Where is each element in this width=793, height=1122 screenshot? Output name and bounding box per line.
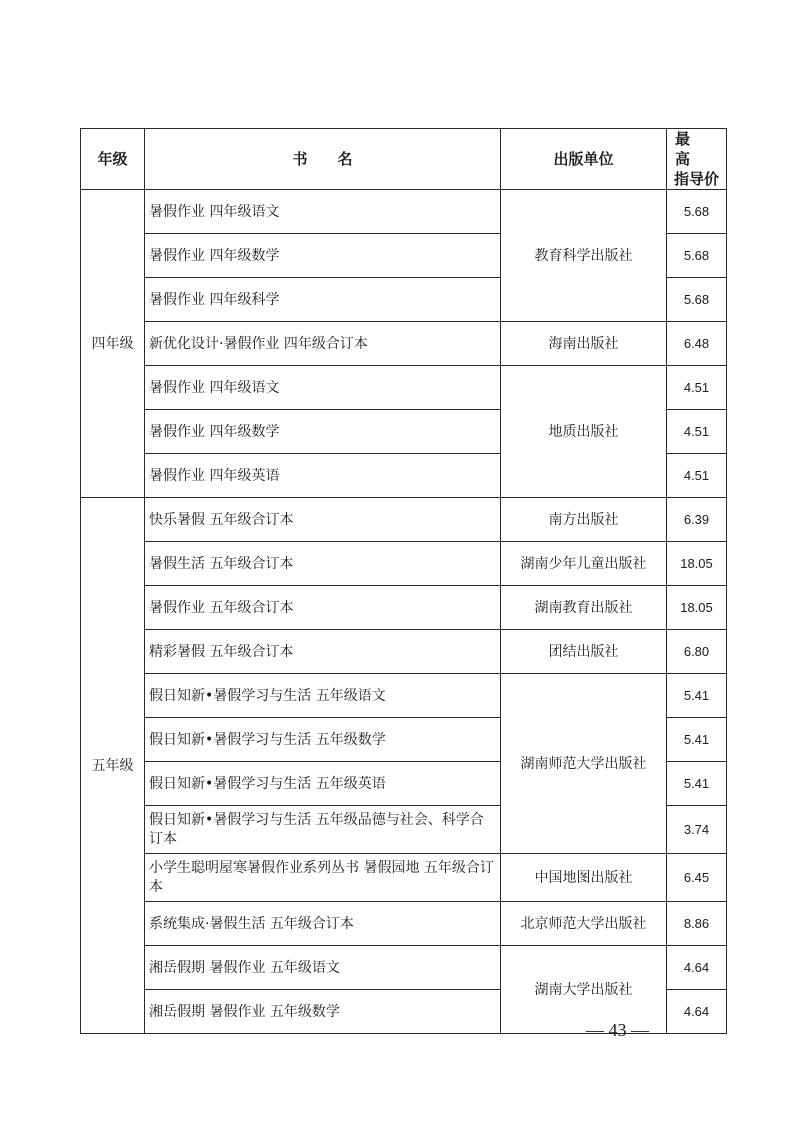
table-row <box>81 366 727 410</box>
table-row <box>81 190 727 234</box>
book-title-cell: 快乐暑假 五年级合订本 <box>145 498 501 542</box>
book-price-table <box>80 128 727 1034</box>
book-title-cell: 湘岳假期 暑假作业 五年级语文 <box>145 946 501 990</box>
table-row <box>81 854 727 902</box>
price-cell: 3.74 <box>667 806 727 854</box>
publisher-cell: 湖南教育出版社 <box>501 586 667 630</box>
page-number: — 43 — <box>586 1020 649 1040</box>
book-title-cell: 暑假作业 五年级合订本 <box>145 586 501 630</box>
table-row <box>81 902 727 946</box>
table-row <box>81 674 727 718</box>
book-title-cell: 暑假作业 四年级数学 <box>145 234 501 278</box>
book-title-cell: 湘岳假期 暑假作业 五年级数学 <box>145 990 501 1034</box>
table-row <box>81 946 727 990</box>
price-cell: 5.68 <box>667 278 727 322</box>
header-price <box>667 129 727 190</box>
price-cell: 4.51 <box>667 454 727 498</box>
book-title-cell: 精彩暑假 五年级合订本 <box>145 630 501 674</box>
book-title-cell: 假日知新•暑假学习与生活 五年级语文 <box>145 674 501 718</box>
book-title-cell: 暑假作业 四年级语文 <box>145 190 501 234</box>
header-publisher: 出版单位 <box>501 129 667 190</box>
book-title-cell: 假日知新•暑假学习与生活 五年级数学 <box>145 718 501 762</box>
price-cell: 5.68 <box>667 234 727 278</box>
publisher-cell: 海南出版社 <box>501 322 667 366</box>
book-title-cell: 暑假作业 四年级数学 <box>145 410 501 454</box>
price-cell: 5.41 <box>667 674 727 718</box>
grade-cell: 四年级 <box>81 190 145 498</box>
publisher-cell: 中国地图出版社 <box>501 854 667 902</box>
book-title-cell: 假日知新•暑假学习与生活 五年级品德与社会、科学合订本 <box>145 806 501 854</box>
publisher-cell: 北京师范大学出版社 <box>501 902 667 946</box>
price-cell: 6.45 <box>667 854 727 902</box>
header-title: 书 名 <box>145 129 501 190</box>
table-row <box>81 630 727 674</box>
price-cell: 4.51 <box>667 366 727 410</box>
publisher-cell: 地质出版社 <box>501 366 667 498</box>
book-title-cell: 假日知新•暑假学习与生活 五年级英语 <box>145 762 501 806</box>
table-row <box>81 586 727 630</box>
book-title-cell: 暑假作业 四年级英语 <box>145 454 501 498</box>
price-cell: 5.41 <box>667 718 727 762</box>
price-cell: 4.51 <box>667 410 727 454</box>
price-cell: 8.86 <box>667 902 727 946</box>
price-cell: 6.48 <box>667 322 727 366</box>
price-cell: 6.39 <box>667 498 727 542</box>
table-row <box>81 542 727 586</box>
table-header-row <box>81 129 727 190</box>
grade-cell: 五年级 <box>81 498 145 1034</box>
header-grade: 年级 <box>81 129 145 190</box>
price-cell: 4.64 <box>667 946 727 990</box>
price-cell: 18.05 <box>667 586 727 630</box>
book-title-cell: 小学生聪明屋寒暑假作业系列丛书 暑假园地 五年级合订本 <box>145 854 501 902</box>
book-title-cell: 新优化设计·暑假作业 四年级合订本 <box>145 322 501 366</box>
publisher-cell: 团结出版社 <box>501 630 667 674</box>
header-price-line1: 最 高 <box>675 130 706 168</box>
book-title-cell: 暑假作业 四年级科学 <box>145 278 501 322</box>
table-row <box>81 322 727 366</box>
price-cell: 6.80 <box>667 630 727 674</box>
book-title-cell: 系统集成·暑假生活 五年级合订本 <box>145 902 501 946</box>
publisher-cell: 湖南少年儿童出版社 <box>501 542 667 586</box>
price-cell: 5.68 <box>667 190 727 234</box>
price-cell: 4.64 <box>667 990 727 1034</box>
header-price-line2: 指导价 <box>673 170 719 188</box>
book-title-cell: 暑假作业 四年级语文 <box>145 366 501 410</box>
table-row <box>81 498 727 542</box>
book-title-cell: 暑假生活 五年级合订本 <box>145 542 501 586</box>
publisher-cell: 湖南大学出版社 <box>501 946 667 1034</box>
price-cell: 5.41 <box>667 762 727 806</box>
publisher-cell: 湖南师范大学出版社 <box>501 674 667 854</box>
price-cell: 18.05 <box>667 542 727 586</box>
publisher-cell: 南方出版社 <box>501 498 667 542</box>
publisher-cell: 教育科学出版社 <box>501 190 667 322</box>
